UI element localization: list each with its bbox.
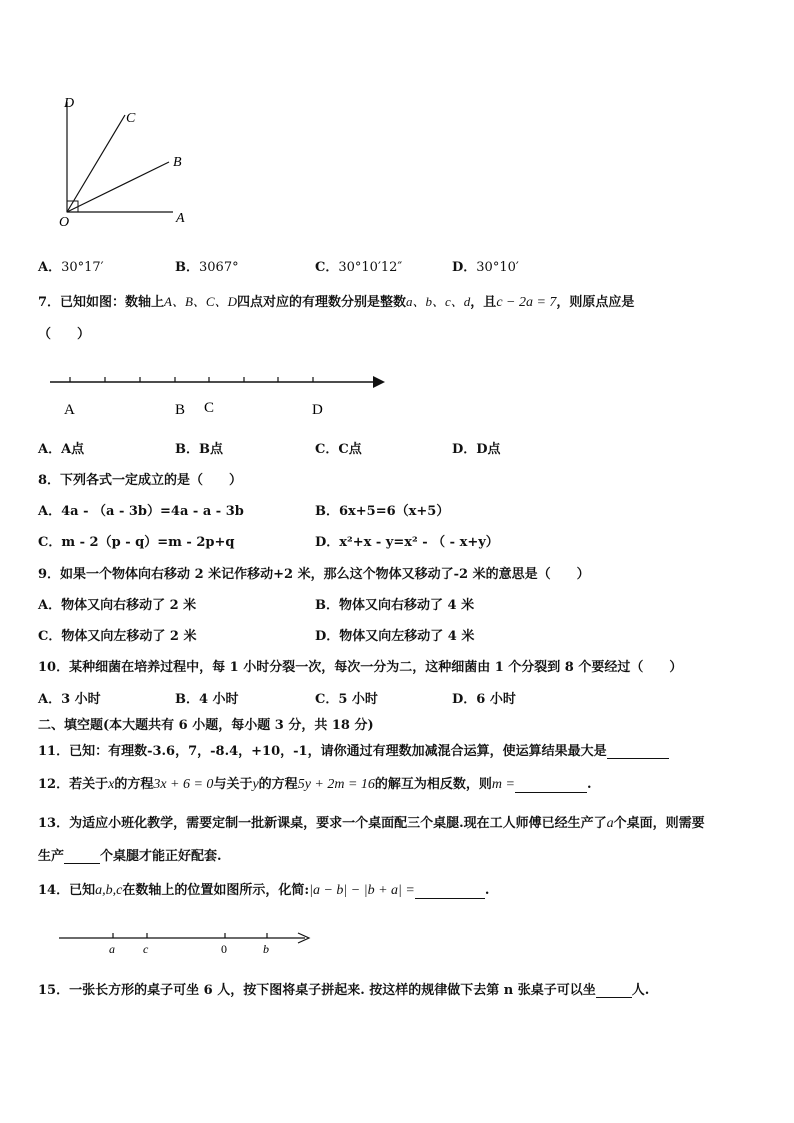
q7-axis-label-b: B bbox=[175, 402, 186, 418]
q9-option-d: D．物体又向左移动了 4 米 bbox=[315, 629, 475, 644]
q7-option-b: B．B点 bbox=[175, 442, 223, 457]
q6-option-d: D．30°10′ bbox=[452, 260, 519, 275]
q7-option-d: D．D点 bbox=[452, 442, 501, 457]
q14-axis-label-b: b bbox=[263, 942, 269, 956]
q7-option-a: A．A点 bbox=[38, 442, 85, 457]
q7-axis-label-a: A bbox=[64, 402, 75, 418]
q8-option-c: C．m - 2（p - q）=m - 2p+q bbox=[38, 535, 235, 550]
angle-figure bbox=[55, 92, 205, 232]
q6-option-c: C．30°10′12″ bbox=[315, 260, 403, 275]
q14-answer-blank[interactable] bbox=[415, 884, 485, 899]
q10-option-d: D．6 小时 bbox=[452, 692, 516, 707]
q14-axis-label-c: c bbox=[143, 942, 149, 956]
q7-option-c: C．C点 bbox=[315, 442, 362, 457]
q8-option-a: A．4a - （a - 3b）=4a - a - 3b bbox=[38, 504, 244, 519]
q14-number-line bbox=[55, 928, 320, 958]
q13-stem-line2: 生产 个桌腿才能正好配套. bbox=[38, 849, 222, 864]
q14-stem: 14．已知a,b,c在数轴上的位置如图所示，化简:|a − b| − |b + a| = . bbox=[38, 883, 490, 898]
q7-stem: 7．已知如图：数轴上A、B、C、D四点对应的有理数分别是整数a、b、c、d，且c − 2a = 7，则原点应是 bbox=[38, 294, 635, 310]
section-heading: 二、填空题(本大题共有 6 小题，每小题 3 分，共 18 分) bbox=[38, 718, 374, 733]
q10-option-a: A．3 小时 bbox=[38, 692, 101, 707]
q13-answer-blank[interactable] bbox=[64, 849, 100, 864]
q8-option-b: B．6x+5=6（x+5） bbox=[315, 504, 450, 519]
label-c: C bbox=[126, 111, 136, 126]
q7-paren: （ ） bbox=[38, 327, 91, 342]
q6-option-b: B．3067° bbox=[175, 260, 239, 275]
q15-stem: 15．一张长方形的桌子可坐 6 人，按下图将桌子拼起来. 按这样的规律做下去第 n 张桌子可以坐 人. bbox=[38, 983, 650, 998]
q11-stem: 11．已知：有理数-3.6，7，-8.4，+10，-1，请你通过有理数加减混合运算，使运算结果最大是 bbox=[38, 740, 669, 759]
q6-option-a: A．30°17′ bbox=[38, 260, 104, 275]
q10-option-b: B．4 小时 bbox=[175, 692, 239, 707]
q10-stem: 10．某种细菌在培养过程中，每 1 小时分裂一次，每次一分为二，这种细菌由 1 个分裂到 8 个要经过（ ） bbox=[38, 660, 683, 675]
label-o: O bbox=[59, 215, 70, 230]
q7-number-line bbox=[45, 370, 390, 420]
q9-option-c: C．物体又向左移动了 2 米 bbox=[38, 629, 197, 644]
q9-option-b: B．物体又向右移动了 4 米 bbox=[315, 598, 475, 613]
q11-answer-blank[interactable] bbox=[607, 744, 669, 759]
label-b: B bbox=[173, 155, 182, 170]
q15-answer-blank[interactable] bbox=[596, 983, 632, 998]
q14-axis-label-a: a bbox=[109, 942, 115, 956]
q8-option-d: D．x²+x - y=x² - （ - x+y） bbox=[315, 535, 499, 550]
label-d: D bbox=[64, 96, 75, 111]
q7-axis-label-c: C bbox=[204, 400, 215, 416]
q12-stem: 12．若关于x的方程3x + 6 = 0与关于y的方程5y + 2m = 16的解互为相反数，则m = . bbox=[38, 777, 592, 792]
q7-axis-label-d: D bbox=[312, 402, 323, 418]
q9-stem: 9．如果一个物体向右移动 2 米记作移动+2 米，那么这个物体又移动了-2 米的意思是（ ） bbox=[38, 567, 590, 582]
q14-axis-label-zero: 0 bbox=[221, 942, 227, 956]
q13-stem-line1: 13．为适应小班化教学，需要定制一批新课桌，要求一个桌面配三个桌腿.现在工人师傅已经生产了a个桌面，则需要 bbox=[38, 816, 705, 831]
label-a: A bbox=[176, 211, 185, 226]
q9-option-a: A．物体又向右移动了 2 米 bbox=[38, 598, 197, 613]
q12-answer-blank[interactable] bbox=[515, 778, 587, 793]
q10-option-c: C．5 小时 bbox=[315, 692, 378, 707]
q8-stem: 8．下列各式一定成立的是（ ） bbox=[38, 473, 243, 488]
